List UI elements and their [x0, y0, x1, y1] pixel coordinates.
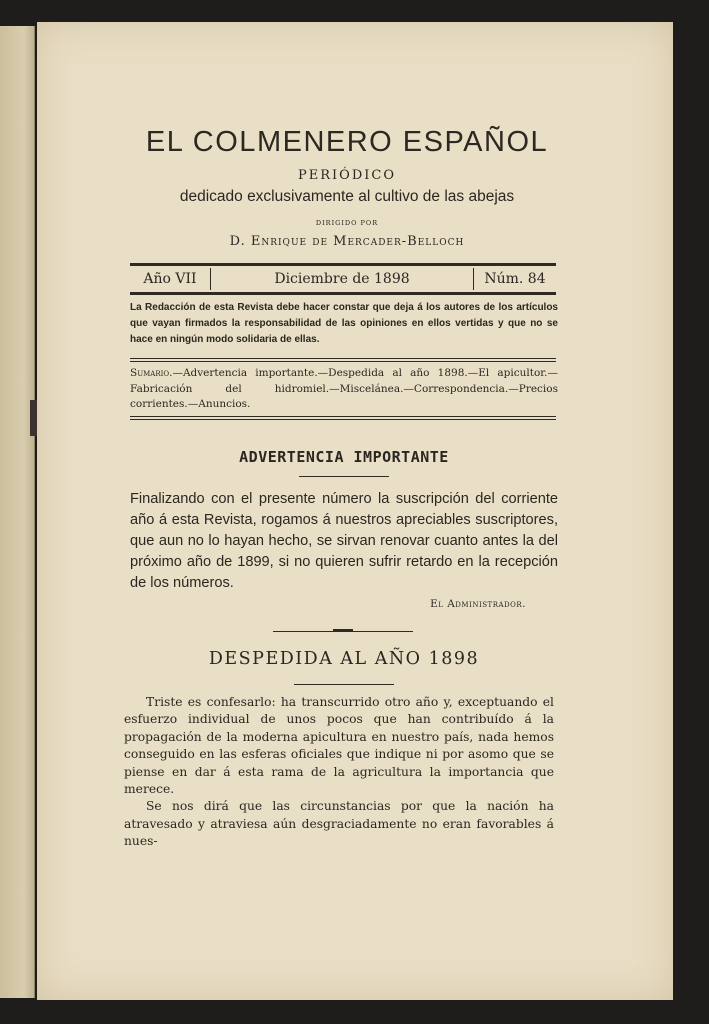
journal-page: [37, 22, 673, 1000]
journal-title: EL COLMENERO ESPAÑOL: [145, 126, 549, 158]
summary-block: [130, 366, 558, 413]
summary-rule-bottom-1: [130, 416, 556, 417]
header-rule-bottom: [130, 292, 556, 295]
issue-number: Núm. 84: [484, 271, 546, 287]
advertencia-title: ADVERTENCIA IMPORTANTE: [239, 448, 449, 466]
issue-info-bar: [130, 267, 556, 291]
despedida-title-underline: [294, 684, 394, 685]
journal-subtitle: PERIÓDICO: [298, 168, 396, 183]
despedida-paragraph-1: Triste es confesarlo: ha transcurrido otro año y, exceptuando el esfuerzo individual de unos pocos que han contribuído á la propagación de la moderna apicultura en nuestro país, nada hemos conseguido en las esferas oficiales que indique ni por asomo que se piense en dar á esta rama de la agricultura la importancia que merece.: [124, 695, 554, 797]
summary-rule-top-2: [130, 361, 556, 362]
directed-by-label: DIRIGIDO POR: [315, 219, 379, 227]
advertencia-signature: El Administrador.: [430, 598, 526, 610]
advertencia-body: Finalizando con el presente número la suscripción del corriente año á esta Revista, rogamos á nuestros apreciables suscriptores, que aun no lo hayan hecho, se sirvan renovar cuanto antes la del próximo año de 1899, si no quieren sufrir retardo en la recepción de los números.: [130, 491, 558, 591]
issue-date: Diciembre de 1898: [211, 268, 474, 290]
summary-text: —Advertencia importante.—Despedida al año 1898.—El apicultor.—Fabricación del hidromiel.—Miscelánea.—Correspondencia.—Precios corrientes.—Anuncios.: [130, 367, 558, 410]
despedida-body: [124, 694, 554, 851]
advertencia-title-underline: [299, 476, 389, 477]
despedida-paragraph-2: Se nos dirá que las circunstancias por que la nación ha atravesado y atraviesa aún desgraciadamente no eran favorables á nues-: [124, 799, 554, 849]
editorial-notice: La Redacción de esta Revista debe hacer constar que deja á los autores de los artículos que vayan firmados la responsabilidad de las opiniones en ellos vertidas y que no se hace en ningún modo solidaria de ellas.: [130, 302, 558, 345]
summary-rule-bottom-2: [130, 419, 556, 420]
section-divider-ornament: [333, 629, 353, 632]
despedida-title: DESPEDIDA AL AÑO 1898: [208, 649, 480, 669]
journal-dedication: dedicado exclusivamente al cultivo de las abejas: [179, 188, 515, 205]
director-name: D. Enrique de Mercader-Belloch: [229, 234, 465, 249]
summary-rule-top-1: [130, 358, 556, 359]
header-rule-top: [130, 263, 556, 266]
summary-label: Sumario.: [130, 367, 173, 379]
previous-page-edge: [0, 26, 35, 998]
issue-year: Año VII: [130, 268, 211, 290]
